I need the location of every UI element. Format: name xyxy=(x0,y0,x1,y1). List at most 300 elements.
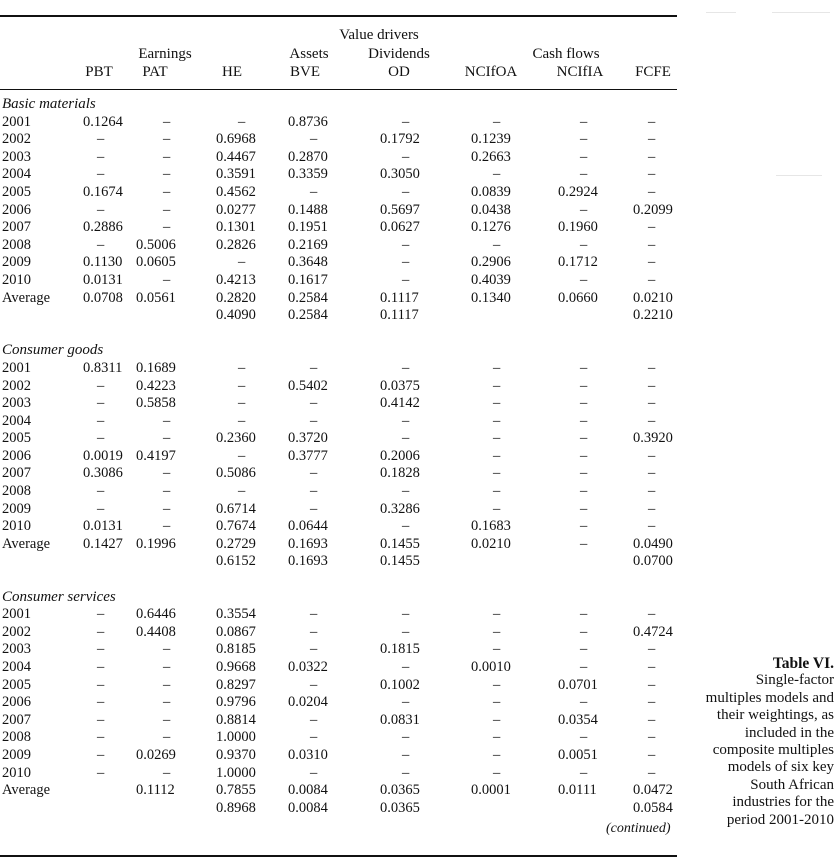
table-cell: 0.1488 xyxy=(288,201,328,218)
column-header-ncifoa: NCIfOA xyxy=(464,64,518,80)
table-cell: – xyxy=(238,113,246,130)
table-row xyxy=(0,501,677,519)
table-cell: 0.3050 xyxy=(380,166,420,183)
table-cell: – xyxy=(310,500,318,517)
table-cell: – xyxy=(580,641,588,658)
table-cell: – xyxy=(163,201,171,218)
faint-mark xyxy=(772,12,830,13)
table-cell: – xyxy=(493,711,501,728)
table-cell: 0.3286 xyxy=(380,500,420,517)
table-cell: 0.0472 xyxy=(633,782,673,799)
table-row xyxy=(0,131,677,149)
table-cell: – xyxy=(580,201,588,218)
row-label: 2003 xyxy=(2,148,31,165)
table-cell: 0.2924 xyxy=(558,183,598,200)
caption-line: models of six key xyxy=(727,759,834,776)
table-cell: 0.7855 xyxy=(216,782,256,799)
table-cell: – xyxy=(648,131,656,148)
table-cell: 1.0000 xyxy=(216,729,256,746)
table-row xyxy=(0,747,677,765)
caption-line: period 2001-2010 xyxy=(726,811,834,828)
table-cell: – xyxy=(493,729,501,746)
table-cell: 0.3086 xyxy=(83,465,123,482)
table-cell: – xyxy=(163,641,171,658)
table-cell: 0.4724 xyxy=(633,623,673,640)
table-row xyxy=(0,378,677,396)
continued-note: (continued) xyxy=(606,821,671,836)
table-cell: 0.2584 xyxy=(288,307,328,324)
section-title: Consumer services xyxy=(2,588,116,605)
table-row xyxy=(0,413,677,431)
table-cell: 0.0084 xyxy=(288,782,328,799)
column-header-od: OD xyxy=(388,64,410,80)
table-cell: 0.0269 xyxy=(136,746,176,763)
table-cell: – xyxy=(580,148,588,165)
table-row xyxy=(0,360,677,378)
table-cell: 0.1112 xyxy=(136,782,175,799)
table-row xyxy=(0,553,677,571)
table-cell: 0.3554 xyxy=(216,606,256,623)
table-cell: – xyxy=(648,659,656,675)
table-cell: 0.0277 xyxy=(216,201,256,218)
table-row xyxy=(0,677,677,695)
row-label: Average xyxy=(2,289,51,306)
table-cell: 0.0584 xyxy=(633,799,673,816)
table-cell: – xyxy=(163,483,171,500)
table-cell: 0.3720 xyxy=(288,430,328,447)
table-cell: 0.0010 xyxy=(471,659,511,675)
table-cell: – xyxy=(580,764,588,781)
table-top-rule xyxy=(0,15,677,17)
table-cell: – xyxy=(310,606,318,623)
table-cell: 0.0019 xyxy=(83,447,123,464)
table-row xyxy=(0,202,677,220)
table-cell: 0.2886 xyxy=(83,219,123,236)
table-row xyxy=(0,430,677,448)
table-cell: – xyxy=(163,518,171,535)
table-cell: – xyxy=(97,430,105,447)
table-cell: 0.3777 xyxy=(288,447,328,464)
table-cell: – xyxy=(163,166,171,183)
table-cell: 0.6714 xyxy=(216,500,256,517)
table-row xyxy=(0,448,677,466)
row-label: Average xyxy=(2,782,51,799)
table-cell: 0.3920 xyxy=(633,430,673,447)
table-cell: – xyxy=(648,412,656,429)
table-cell: 0.0605 xyxy=(136,254,176,271)
table-cell: – xyxy=(310,676,318,693)
table-cell: 0.1792 xyxy=(380,131,420,148)
faint-mark xyxy=(706,12,736,13)
table-cell: – xyxy=(648,500,656,517)
table-cell: – xyxy=(238,359,246,376)
table-cell: 0.1239 xyxy=(471,131,511,148)
header-rule xyxy=(0,89,677,90)
table-cell: 0.2584 xyxy=(288,289,328,306)
table-cell: – xyxy=(97,236,105,253)
table-row xyxy=(0,659,677,677)
table-cell: – xyxy=(402,729,410,746)
table-cell: 0.5697 xyxy=(380,201,420,218)
table-cell: 0.9796 xyxy=(216,694,256,711)
table-cell: – xyxy=(97,201,105,218)
table-cell: – xyxy=(648,729,656,746)
table-cell: – xyxy=(580,606,588,623)
row-label: 2002 xyxy=(2,131,31,148)
table-row xyxy=(0,782,677,800)
column-header-ncifia: NCIfIA xyxy=(556,64,604,80)
table-cell: – xyxy=(648,395,656,412)
table-body xyxy=(0,96,677,817)
table-cell: 0.5086 xyxy=(216,465,256,482)
table-cell: – xyxy=(580,377,588,394)
table-cell: – xyxy=(580,518,588,535)
row-label: 2009 xyxy=(2,500,31,517)
table-row xyxy=(0,694,677,712)
table-cell: – xyxy=(580,465,588,482)
table-cell: – xyxy=(310,483,318,500)
table-cell: – xyxy=(163,465,171,482)
table-row xyxy=(0,765,677,783)
table-cell: 0.1815 xyxy=(380,641,420,658)
table-cell: – xyxy=(648,764,656,781)
table-row xyxy=(0,166,677,184)
caption-line: composite multiples xyxy=(712,742,834,759)
table-cell: 0.0708 xyxy=(83,289,123,306)
table-cell: – xyxy=(97,694,105,711)
table-cell: 0.9668 xyxy=(216,659,256,675)
table-cell: – xyxy=(97,711,105,728)
table-cell: 0.1427 xyxy=(83,535,123,552)
table-cell: 0.2729 xyxy=(216,535,256,552)
table-cell: 0.0375 xyxy=(380,377,420,394)
table-cell: – xyxy=(97,483,105,500)
table-cell: 0.4562 xyxy=(216,183,256,200)
table-cell: 0.3648 xyxy=(288,254,328,271)
table-cell: – xyxy=(310,395,318,412)
table-cell: – xyxy=(310,711,318,728)
table-cell: – xyxy=(648,254,656,271)
table-cell: – xyxy=(580,113,588,130)
table-cell: 0.1693 xyxy=(288,553,328,570)
table-cell: – xyxy=(580,359,588,376)
table-cell: 0.4223 xyxy=(136,377,176,394)
table-cell: 0.2826 xyxy=(216,236,256,253)
table-cell: 0.2906 xyxy=(471,254,511,271)
row-label: 2004 xyxy=(2,166,31,183)
caption-line: multiples models and xyxy=(705,689,834,706)
row-label: 2005 xyxy=(2,430,31,447)
row-label: 2007 xyxy=(2,465,31,482)
table-cell: – xyxy=(402,764,410,781)
table-cell: – xyxy=(310,764,318,781)
table-cell: 0.1340 xyxy=(471,289,511,306)
table-cell: – xyxy=(648,465,656,482)
table-cell: – xyxy=(648,113,656,130)
table-cell: – xyxy=(580,623,588,640)
column-header-he: HE xyxy=(222,64,242,80)
table-cell: – xyxy=(97,641,105,658)
table-cell: – xyxy=(402,518,410,535)
table-row xyxy=(0,184,677,202)
header-group-dividends: Dividends xyxy=(368,46,430,62)
table-cell: – xyxy=(163,430,171,447)
table-cell: 0.5858 xyxy=(136,395,176,412)
table-cell: – xyxy=(580,694,588,711)
table-cell: – xyxy=(493,236,501,253)
row-label: 2006 xyxy=(2,201,31,218)
table-cell: 0.8814 xyxy=(216,711,256,728)
table-cell: – xyxy=(402,148,410,165)
table-cell: – xyxy=(580,535,588,552)
table-cell: – xyxy=(493,623,501,640)
table-cell: – xyxy=(402,412,410,429)
table-cell: 0.4213 xyxy=(216,271,256,288)
table-row xyxy=(0,729,677,747)
column-header-bve: BVE xyxy=(290,64,320,80)
table-cell: – xyxy=(163,764,171,781)
row-label: 2009 xyxy=(2,746,31,763)
row-label: 2004 xyxy=(2,659,31,675)
table-cell: 0.0131 xyxy=(83,518,123,535)
table-cell: 0.8297 xyxy=(216,676,256,693)
table-cell: 0.1689 xyxy=(136,359,176,376)
table-cell: – xyxy=(163,131,171,148)
table-cell: – xyxy=(402,694,410,711)
row-label: 2001 xyxy=(2,113,31,130)
table-cell: – xyxy=(648,271,656,288)
table-cell: 0.1455 xyxy=(380,553,420,570)
row-label: 2001 xyxy=(2,359,31,376)
table-cell: – xyxy=(493,746,501,763)
row-label: Average xyxy=(2,535,51,552)
table-cell: – xyxy=(493,412,501,429)
table-cell: 0.1264 xyxy=(83,113,123,130)
table-cell: 0.0867 xyxy=(216,623,256,640)
table-cell: 0.4142 xyxy=(380,395,420,412)
section-gap xyxy=(0,571,677,589)
table-cell: 0.0111 xyxy=(558,782,597,799)
table-cell: 0.0660 xyxy=(558,289,598,306)
column-header-pbt: PBT xyxy=(85,64,113,80)
table-cell: 0.2099 xyxy=(633,201,673,218)
table-cell: – xyxy=(402,483,410,500)
table-cell: 0.1117 xyxy=(380,307,419,324)
table-cell: 0.2169 xyxy=(288,236,328,253)
table-row xyxy=(0,237,677,255)
table-cell: – xyxy=(580,659,588,675)
table-cell: – xyxy=(648,711,656,728)
table-cell: – xyxy=(163,148,171,165)
table-cell: – xyxy=(648,359,656,376)
table-cell: – xyxy=(163,659,171,675)
table-cell: – xyxy=(580,395,588,412)
table-cell: – xyxy=(238,483,246,500)
table-cell: – xyxy=(580,131,588,148)
table-cell: – xyxy=(97,659,105,675)
table-cell: – xyxy=(493,465,501,482)
table-cell: – xyxy=(493,764,501,781)
table-cell: – xyxy=(402,271,410,288)
header-group-value-drivers: Value drivers xyxy=(339,27,419,43)
table-cell: 0.1455 xyxy=(380,535,420,552)
table-cell: 0.7674 xyxy=(216,518,256,535)
table-cell: 0.2360 xyxy=(216,430,256,447)
row-label: 2007 xyxy=(2,711,31,728)
table-cell: – xyxy=(402,623,410,640)
table-cell: 0.1683 xyxy=(471,518,511,535)
table-cell: 0.1301 xyxy=(216,219,256,236)
table-cell: 0.5402 xyxy=(288,377,328,394)
table-cell: – xyxy=(238,447,246,464)
table-cell: 0.4408 xyxy=(136,623,176,640)
table-cell: 0.1996 xyxy=(136,535,176,552)
table-cell: 1.0000 xyxy=(216,764,256,781)
table-cell: – xyxy=(97,623,105,640)
section-gap xyxy=(0,325,677,343)
table-cell: – xyxy=(97,395,105,412)
table-cell: 0.0354 xyxy=(558,711,598,728)
table-row xyxy=(0,518,677,536)
table-cell: – xyxy=(402,113,410,130)
table-cell: – xyxy=(402,254,410,271)
table-cell: – xyxy=(310,131,318,148)
table-cell: 0.0561 xyxy=(136,289,176,306)
table-cell: – xyxy=(580,412,588,429)
table-cell: 0.8311 xyxy=(83,359,123,376)
row-label: 2008 xyxy=(2,236,31,253)
table-cell: – xyxy=(310,729,318,746)
row-label: 2001 xyxy=(2,606,31,623)
table-cell: – xyxy=(163,694,171,711)
table-row xyxy=(0,483,677,501)
table-cell: 0.1712 xyxy=(558,254,598,271)
row-label: 2003 xyxy=(2,395,31,412)
table-cell: 0.0700 xyxy=(633,553,673,570)
table-cell: – xyxy=(493,113,501,130)
caption-title: Table VI. xyxy=(772,655,834,672)
table-cell: 0.6152 xyxy=(216,553,256,570)
table-cell: – xyxy=(402,659,410,675)
table-cell: 0.0438 xyxy=(471,201,511,218)
table-cell: 0.1674 xyxy=(83,183,123,200)
table-cell: – xyxy=(648,236,656,253)
table-row xyxy=(0,290,677,308)
table-cell: 0.1276 xyxy=(471,219,511,236)
table-cell: 0.2820 xyxy=(216,289,256,306)
table-cell: 0.0084 xyxy=(288,799,328,816)
row-label: 2008 xyxy=(2,483,31,500)
table-row xyxy=(0,465,677,483)
table-cell: – xyxy=(163,219,171,236)
table-row xyxy=(0,606,677,624)
table-cell: 0.4467 xyxy=(216,148,256,165)
table-cell: 0.0204 xyxy=(288,694,328,711)
table-cell: 0.8968 xyxy=(216,799,256,816)
table-cell: 0.0644 xyxy=(288,518,328,535)
table-cell: 0.4039 xyxy=(471,271,511,288)
table-cell: 0.1960 xyxy=(558,219,598,236)
table-cell: 0.6968 xyxy=(216,131,256,148)
table-cell: – xyxy=(163,500,171,517)
table-cell: 0.4090 xyxy=(216,307,256,324)
caption-line: South African xyxy=(750,776,834,793)
table-cell: 0.2210 xyxy=(633,307,673,324)
table-cell: – xyxy=(493,694,501,711)
section-title: Consumer goods xyxy=(2,342,104,359)
table-row xyxy=(0,712,677,730)
table-cell: 0.1117 xyxy=(380,289,419,306)
table-cell: – xyxy=(238,395,246,412)
table-cell: – xyxy=(648,166,656,183)
table-row xyxy=(0,272,677,290)
table-cell: 0.2870 xyxy=(288,148,328,165)
table-cell: – xyxy=(402,183,410,200)
table-cell: – xyxy=(402,746,410,763)
table-cell: – xyxy=(648,183,656,200)
table-cell: 0.9370 xyxy=(216,746,256,763)
table-cell: – xyxy=(580,236,588,253)
faint-mark xyxy=(776,175,822,176)
table-cell: – xyxy=(648,148,656,165)
table-cell: – xyxy=(163,271,171,288)
row-label: 2003 xyxy=(2,641,31,658)
table-cell: 0.0627 xyxy=(380,219,420,236)
row-label: 2006 xyxy=(2,694,31,711)
table-cell: 0.0001 xyxy=(471,782,511,799)
row-label: 2002 xyxy=(2,377,31,394)
table-cell: – xyxy=(493,500,501,517)
header-group-earnings: Earnings xyxy=(138,46,192,62)
table-cell: – xyxy=(580,729,588,746)
table-cell: 0.2006 xyxy=(380,447,420,464)
table-cell: – xyxy=(402,430,410,447)
table-cell: 0.3359 xyxy=(288,166,328,183)
table-cell: – xyxy=(648,641,656,658)
table-cell: – xyxy=(580,430,588,447)
table-row xyxy=(0,307,677,325)
table-cell: 0.0365 xyxy=(380,782,420,799)
table-cell: – xyxy=(493,676,501,693)
caption-line: their weightings, as xyxy=(716,707,834,724)
column-header-pat: PAT xyxy=(142,64,168,80)
table-cell: – xyxy=(310,465,318,482)
row-label: 2006 xyxy=(2,447,31,464)
caption-line: included in the xyxy=(744,724,834,741)
table-cell: – xyxy=(310,412,318,429)
table-cell: – xyxy=(648,219,656,236)
table-cell: – xyxy=(580,483,588,500)
table-cell: – xyxy=(493,395,501,412)
table-cell: – xyxy=(493,641,501,658)
table-cell: – xyxy=(493,430,501,447)
table-cell: 0.0490 xyxy=(633,535,673,552)
table-cell: – xyxy=(402,606,410,623)
table-cell: – xyxy=(648,447,656,464)
table-cell: 0.1951 xyxy=(288,219,328,236)
header-group-cash-flows: Cash flows xyxy=(532,46,600,62)
table-cell: 0.0210 xyxy=(471,535,511,552)
table-cell: 0.0322 xyxy=(288,659,328,675)
table-row xyxy=(0,254,677,272)
table-cell: 0.1002 xyxy=(380,676,420,693)
row-label: 2004 xyxy=(2,412,31,429)
table-cell: – xyxy=(97,166,105,183)
table-cell: – xyxy=(163,412,171,429)
table-cell: 0.0051 xyxy=(558,746,598,763)
table-cell: – xyxy=(648,746,656,763)
table-cell: 0.6446 xyxy=(136,606,176,623)
